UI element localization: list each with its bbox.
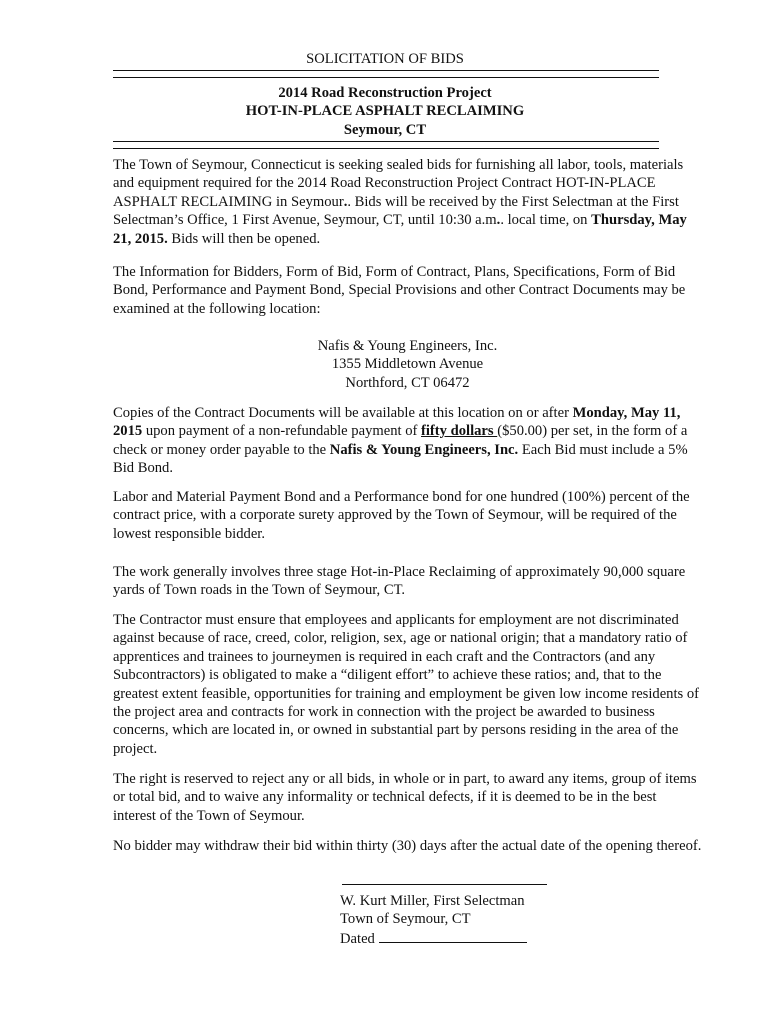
double-rule-bottom	[113, 141, 659, 149]
paragraph-invitation	[113, 156, 703, 248]
invitation-period-bold: .	[343, 193, 348, 210]
bid-opening-date: Thursday, May 21, 2015.	[113, 212, 687, 247]
paragraph-copies	[113, 404, 703, 478]
project-heading	[0, 84, 770, 139]
signature-block	[340, 892, 640, 948]
invitation-text-cont-2: . local time, on	[500, 212, 592, 229]
document-title: SOLICITATION OF BIDS	[306, 51, 464, 67]
copies-text-cont: upon payment of a non-refundable payment of	[142, 423, 422, 440]
payee-name: Nafis & Young Engineers, Inc.	[329, 441, 519, 458]
dated-label: Dated	[340, 930, 375, 947]
paragraph-rights-reserved: The right is reserved to reject any or all bids, in whole or in part, to award any items, group of items or total bid, and to waive any informality or technical defects, if it is deemed to be in the best interest of the Town of Seymour.	[113, 771, 697, 824]
paragraph-withdrawal: No bidder may withdraw their bid within thirty (30) days after the actual date of the opening thereof.	[113, 838, 702, 854]
address-city: Northford, CT 06472	[345, 374, 470, 391]
copies-date: Monday, May 11, 2015	[113, 405, 681, 440]
dated-row	[340, 929, 640, 948]
signature-line	[342, 884, 547, 885]
signer-name: W. Kurt Miller, First Selectman	[340, 893, 525, 909]
address-street: 1355 Middletown Avenue	[331, 356, 484, 373]
invitation-text: The Town of Seymour, Connecticut is seeking sealed bids for furnishing all labor, tools, materials and equipment required for the 2014 Road Reconstruction Project Contract HOT-IN-PLACE ASPHALT RECLAIMING in Seymour	[113, 157, 684, 210]
invitation-period-bold-2: .	[496, 212, 501, 229]
dated-blank-line	[379, 929, 527, 943]
project-name: 2014 Road Reconstruction Project	[278, 85, 492, 101]
invitation-text-cont: . Bids will be received by the First Selectman at the First Selectman’s Office, 1 First Avenue, Seymour, CT, until 10:30 a.m	[113, 193, 679, 229]
project-location: Seymour, CT	[343, 121, 427, 138]
copies-text-end: Each Bid must include a 5% Bid Bond.	[113, 441, 688, 477]
double-rule-top	[113, 70, 659, 78]
address-block	[0, 337, 770, 392]
paragraph-documents: The Information for Bidders, Form of Bid, Form of Contract, Plans, Specifications, Form of Bid Bond, Performance and Payment Bond, Special Provisions and other Contract Documents may be examined at the following location:	[113, 264, 686, 317]
paragraph-nondiscrimination: The Contractor must ensure that employees and applicants for employment are not discriminated against because of race, creed, color, religion, sex, age or national origin; that a mandatory ratio of apprentices and trainees to journeymen is required in each craft and the Contractors (and any Subcontractors) is obligated to make a “diligent effort” to achieve these ratios; and, that to the greatest extent feasible, opportunities for training and employment be given low income residents of the project area and contracts for work in connection with the project be awarded to business concerns, which are located in, or owned in substantial part by persons residing in the area of the project.	[113, 612, 700, 757]
copies-text-cont-2: ($50.00) per set, in the form of a check or money order payable to the	[113, 423, 688, 458]
paragraph-scope: The work generally involves three stage Hot-in-Place Reclaiming of approximately 90,000 square yards of Town roads in the Town of Seymour, CT.	[113, 564, 686, 599]
address-company: Nafis & Young Engineers, Inc.	[317, 338, 498, 354]
project-contract: HOT-IN-PLACE ASPHALT RECLAIMING	[245, 103, 525, 120]
paragraph-bonds: Labor and Material Payment Bond and a Performance bond for one hundred (100%) percent of the contract price, with a corporate surety approved by the Town of Seymour, will be required of the lowest responsible bidder.	[113, 489, 690, 542]
fee-amount: fifty dollars	[421, 423, 498, 440]
copies-text: Copies of the Contract Documents will be available at this location on or after	[113, 405, 573, 421]
signer-org: Town of Seymour, CT	[340, 911, 471, 928]
invitation-text-end: Bids will then be opened.	[167, 230, 321, 247]
